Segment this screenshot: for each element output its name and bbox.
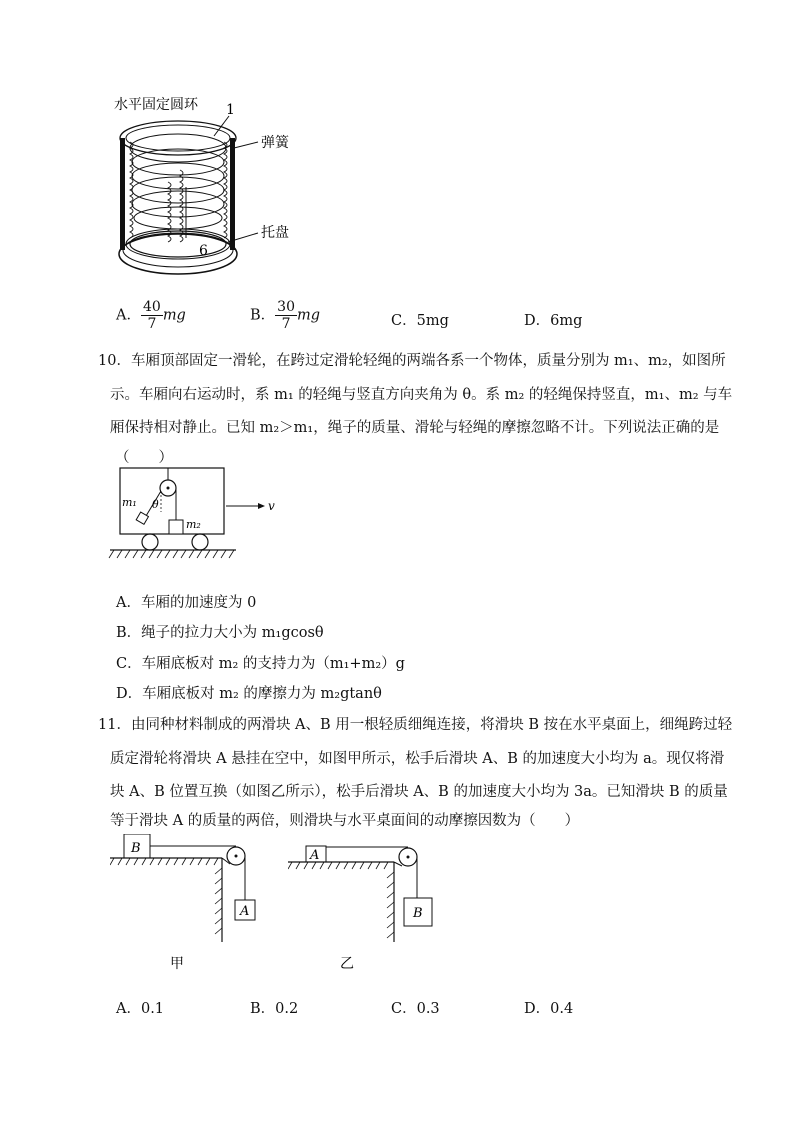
q11-option-a: A．0.1	[116, 1001, 165, 1017]
q10-stem-line-2: 示。车厢向右运动时，系 m₁ 的轻绳与竖直方向夹角为 θ。系 m₂ 的轻绳保持竖直，m₁、m₂ 与车	[110, 387, 733, 403]
q10-stem-line-1: 10．车厢顶部固定一滑轮，在跨过定滑轮轻绳的两端各系一个物体，质量分别为 m₁、m₂，如图所	[98, 353, 726, 369]
velocity-label: v	[268, 499, 275, 513]
option-unit: mg	[162, 307, 186, 324]
q10-option-c: C．车厢底板对 m₂ 的支持力为（m₁+m₂）g	[116, 656, 405, 672]
caption-yi: 乙	[340, 956, 354, 972]
q10-figure	[108, 466, 288, 564]
block-b-label: B	[413, 906, 423, 921]
carriage-pulley-diagram	[108, 466, 288, 564]
q10-stem-line-3: 厢保持相对静止。已知 m₂＞m₁，绳子的质量、滑轮与轻绳的摩擦忽略不计。下列说法正确的是	[110, 420, 720, 436]
ring-spring-apparatus-diagram	[108, 92, 318, 288]
block-b-label: B	[131, 841, 141, 856]
m2-label: m₂	[186, 518, 201, 531]
fraction-40-7: $\frac{40}{7}$	[142, 299, 161, 332]
block-a-label: A	[310, 848, 320, 863]
q9-option-b	[250, 299, 320, 332]
q11-figure-yi	[288, 834, 438, 974]
q9-option-a	[116, 299, 186, 332]
caption-jia: 甲	[170, 956, 184, 972]
q10-answer-bracket: （ ）	[115, 450, 173, 466]
q11-stem-line-1: 11．由同种材料制成的两滑块 A、B 用一根轻质细绳连接，将滑块 B 按在水平桌面上，细绳跨过轻	[98, 717, 733, 733]
q9-option-d: D．6mg	[524, 313, 583, 329]
option-letter: B．	[250, 307, 276, 324]
fraction-30-7: $\frac{30}{7}$	[277, 299, 295, 332]
option-letter: A．	[116, 307, 141, 324]
q11-stem-line-3: 块 A、B 位置互换（如图乙所示），松手后滑块 A、B 的加速度大小均为 3a。已知滑块 B 的质量	[110, 784, 728, 800]
table-pulley-diagram-jia	[110, 834, 260, 974]
q10-option-b: B．绳子的拉力大小为 m₁gcosθ	[116, 625, 324, 641]
q10-option-d: D．车厢底板对 m₂ 的摩擦力为 m₂gtanθ	[116, 686, 382, 702]
block-a-label: A	[240, 904, 250, 919]
spring-label: 弹簧	[261, 135, 289, 151]
q11-figure-jia	[110, 834, 260, 974]
q11-stem-line-4: 等于滑块 A 的质量的两倍，则滑块与水平桌面间的动摩擦因数为（ ）	[110, 813, 580, 829]
m1-label: m₁	[122, 496, 137, 509]
q11-option-c: C．0.3	[391, 1001, 440, 1017]
q11-stem-line-2: 质定滑轮将滑块 A 悬挂在空中，如图甲所示，松手后滑块 A、B 的加速度大小均为 a。现仅将滑	[110, 751, 725, 767]
q9-figure	[108, 92, 318, 288]
q11-option-b: B．0.2	[250, 1001, 299, 1017]
q10-option-a: A．车厢的加速度为 0	[116, 595, 257, 611]
q9-option-c: C．5mg	[391, 313, 449, 329]
q11-option-d: D．0.4	[524, 1001, 574, 1017]
table-pulley-diagram-yi	[288, 834, 438, 974]
tray-number-6: 6	[199, 243, 208, 259]
tray-label: 托盘	[261, 225, 289, 241]
option-unit: mg	[296, 307, 321, 324]
ring-number-1: 1	[226, 102, 235, 118]
ring-label: 水平固定圆环	[114, 97, 198, 113]
theta-label: θ	[152, 498, 159, 511]
